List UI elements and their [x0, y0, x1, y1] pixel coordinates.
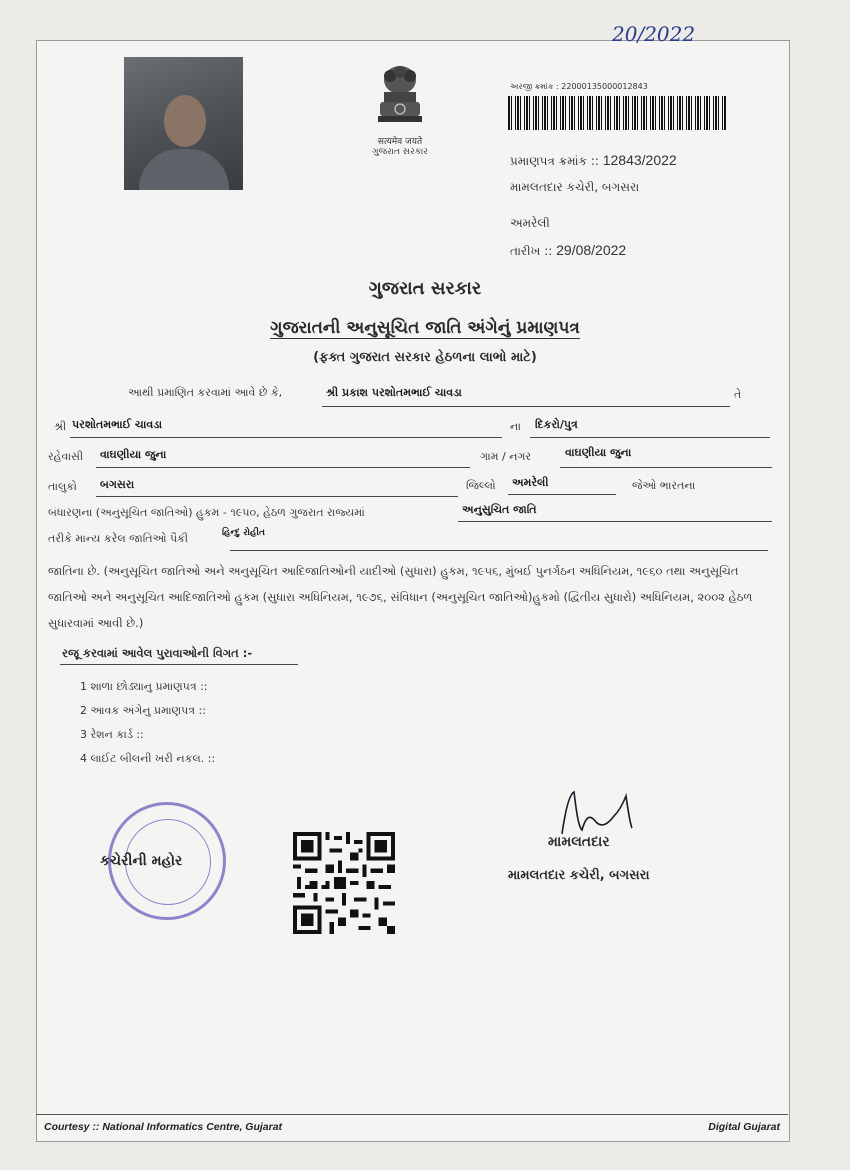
issue-date: 29/08/2022	[556, 242, 627, 258]
legal-paragraph: જાતિના છે. (અનુસૂચિત જાતિઓ અને અનુસૂચિત આદિજાતિઓની યાદીઓ (સુધારા) હુકમ, ૧૯૫૬, મુંબઈ પુનર્ગઠન અધિનિયમ, ૧૯૬૦ તથા અનુસૂચિત જાતિઓ અને અનુસૂચિત આદિજાતિઓ હુકમ (સુધારા અધિનિયમ, ૧૯૭૬, સંવિધાન (અનુસૂચિત જાતિઓ)હુકમો (દ્વિતીય સુધારો) અધિનિયમ, ૨૦૦૨ હેઠળ સુધારવામાં આવી છે.)	[48, 564, 753, 630]
application-number: અરજી ક્રમાંક : 22000135000012843	[510, 82, 648, 91]
village-label: ગામ / નગર	[480, 450, 532, 463]
certificate-title	[0, 318, 850, 338]
issuing-district: અમરેલી	[510, 216, 550, 230]
lion-capital-icon	[370, 60, 430, 130]
father-line	[70, 437, 502, 438]
village-line	[560, 467, 772, 468]
barcode	[508, 96, 726, 130]
shri-label: શ્રી	[54, 420, 67, 433]
national-emblem	[360, 60, 440, 170]
taluka-value: બગસરા	[100, 478, 135, 491]
handwritten-number: 20/2022	[612, 22, 696, 46]
certificate-number-label: પ્રમાણપત્ર ક્રમાંક ::	[510, 154, 599, 168]
bharat-label: જેઓ ભારતના	[632, 479, 696, 492]
caste-line	[230, 550, 768, 551]
documents-heading-underline	[60, 664, 298, 665]
certify-label: આથી પ્રમાણિત કરવામાં આવે છે કે,	[128, 386, 283, 399]
signatory-title: મામલતદાર	[548, 834, 610, 850]
documents-heading: રજૂ કરવામાં આવેલ પુરાવાઓની વિગત :-	[62, 646, 253, 660]
emblem-motto: सत्यमेव जयते	[377, 137, 423, 147]
certificate-number-row	[510, 152, 677, 169]
recognized-label: તરીકે માન્ય કરેલ જાતિઓ પૈકી	[48, 532, 189, 545]
resident-line	[96, 467, 470, 468]
document-item: 3 રેશન કાર્ડ ::	[80, 728, 144, 741]
na-label: ના	[510, 420, 521, 433]
date-row	[510, 242, 626, 259]
qr-code	[293, 832, 395, 934]
district-line	[508, 494, 616, 495]
caste-value: હિન્દુ રોહીત	[222, 528, 265, 538]
te-label: તે	[734, 388, 742, 401]
relation: દિકરો/પુત્ર	[535, 418, 578, 431]
category-value: અનુસુચિત જાતિ	[462, 503, 537, 516]
footer-brand: Digital Gujarat	[708, 1121, 780, 1133]
constitution-label: બંધારણના (અનુસૂચિત જાતિઓ) હુકમ - ૧૯૫૦, હેઠળ ગુજરાત રાજ્યમાં	[48, 506, 365, 519]
signatory-office: મામલતદાર કચેરી, બગસરા	[508, 868, 650, 883]
district-label: જિલ્લો	[466, 479, 496, 492]
village-value: વાઘણીયા જુના	[565, 446, 632, 459]
footer	[36, 1114, 788, 1141]
resident-label: રહેવાસી	[48, 450, 84, 463]
government-title: ગુજરાત સરકાર	[368, 278, 482, 299]
taluka-label: તાલુકો	[48, 480, 77, 493]
document-item: 1 શાળા છોડ્યાનુ પ્રમાણપત્ર ::	[80, 680, 208, 693]
office-seal-label: કચેરીની મહોર	[100, 853, 183, 869]
district-value: અમરેલી	[512, 476, 549, 489]
applicant-photo	[124, 57, 243, 190]
document-item: 4 લાઈટ બીલની ખરી નકલ. ::	[80, 752, 216, 765]
date-label: તારીખ ::	[510, 244, 553, 258]
applicant-name: શ્રી પ્રકાશ પરશોતમભાઈ ચાવડા	[326, 386, 462, 399]
name-line	[322, 406, 730, 407]
certificate-title-text: ગુજરાતની અનુસૂચિત જાતિ અંગેનું પ્રમાણપત્ર	[270, 318, 580, 338]
resident-value: વાઘણીયા જુના	[100, 448, 167, 461]
photo-face	[164, 95, 206, 147]
certificate-subtitle: (ફક્ત ગુજરાત સરકાર હેઠળના લાભો માટે)	[313, 350, 537, 365]
issuing-office: મામલતદાર કચેરી, બગસરા	[510, 180, 640, 194]
document-item: 2 આવક અંગેનુ પ્રમાણપત્ર ::	[80, 704, 206, 717]
photo-shirt	[139, 149, 229, 190]
category-line	[458, 521, 772, 522]
taluka-line	[96, 496, 458, 497]
emblem-caption: ગુજરાત સરકાર	[372, 147, 428, 157]
footer-courtesy: Courtesy :: National Informatics Centre, Gujarat	[44, 1121, 283, 1133]
father-name: પરશોતમભાઈ ચાવડા	[72, 418, 163, 431]
relation-line	[530, 437, 770, 438]
certificate-number: 12843/2022	[602, 152, 677, 168]
